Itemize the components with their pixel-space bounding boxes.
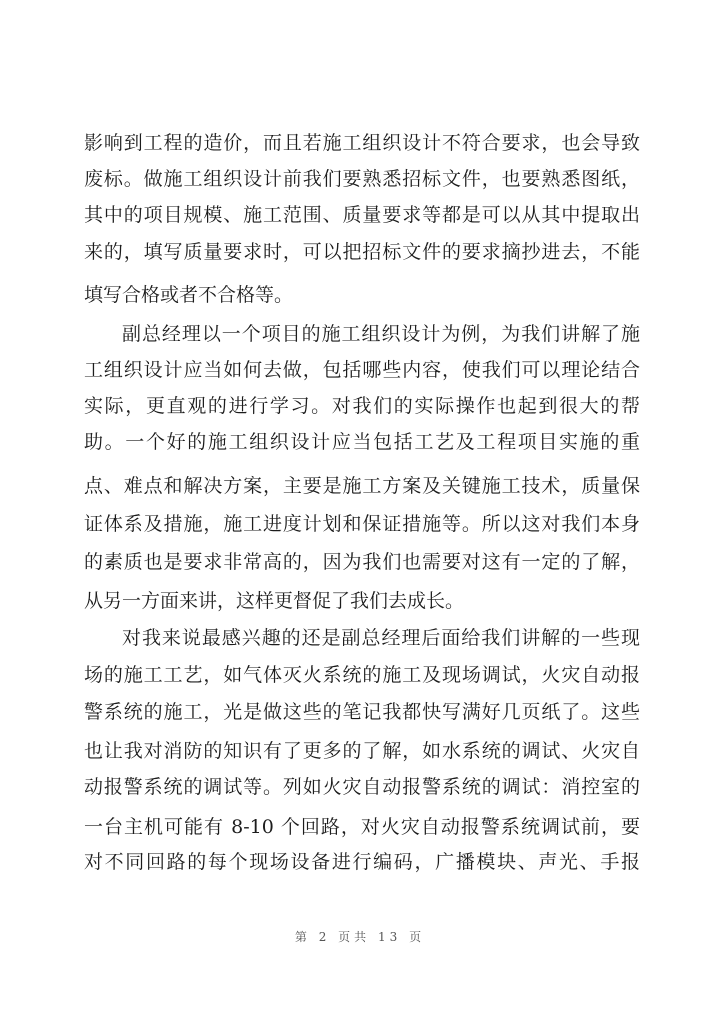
text-line: 来的，填写质量要求时，可以把招标文件的要求摘抄进去，不能 <box>84 241 640 263</box>
text-line: 警系统的施工，光是做这些的笔记我都快写满好几页纸了。这些 <box>84 701 640 723</box>
paragraph-first-line: 对我来说最感兴趣的还是副总经理后面给我们讲解的一些现 <box>122 627 640 649</box>
text-line: 废标。做施工组织设计前我们要熟悉招标文件，也要熟悉图纸， <box>84 168 640 190</box>
text-line: 从另一方面来讲，这样更督促了我们去成长。 <box>84 590 465 612</box>
text-line: 也让我对消防的知识有了更多的了解，如水系统的调试、火灾自 <box>84 740 640 762</box>
text-line: 工组织设计应当如何去做，包括哪些内容，使我们可以理论结合 <box>84 359 640 381</box>
text-line: 填写合格或者不合格等。 <box>84 284 294 306</box>
text-line: 其中的项目规模、施工范围、质量要求等都是可以从其中提取出 <box>84 204 640 226</box>
text-line: 动报警系统的调试等。列如火灾自动报警系统的调试：消控室的 <box>84 776 640 798</box>
paragraph-first-line: 副总经理以一个项目的施工组织设计为例，为我们讲解了施 <box>122 323 640 345</box>
text-line: 对不同回路的每个现场设备进行编码，广播模块、声光、手报 <box>84 851 640 873</box>
text-line: 场的施工工艺，如气体灭火系统的施工及现场调试，火灾自动报 <box>84 664 640 686</box>
text-line: 助。一个好的施工组织设计应当包括工艺及工程项目实施的重 <box>84 431 640 453</box>
page-number-footer: 第 2 页共 13 页 <box>294 930 426 944</box>
text-line: 影响到工程的造价，而且若施工组织设计不符合要求，也会导致 <box>84 132 640 154</box>
text-line: 一台主机可能有 8-10 个回路，对火灾自动报警系统调试前，要 <box>84 816 640 838</box>
text-line: 实际，更直观的进行学习。对我们的实际操作也起到很大的帮 <box>84 395 640 417</box>
text-line: 证体系及措施，施工进度计划和保证措施等。所以这对我们本身 <box>84 513 640 535</box>
text-line: 点、难点和解决方案，主要是施工方案及关键施工技术，质量保 <box>84 475 640 497</box>
text-line: 的素质也是要求非常高的，因为我们也需要对这有一定的了解， <box>84 551 640 573</box>
